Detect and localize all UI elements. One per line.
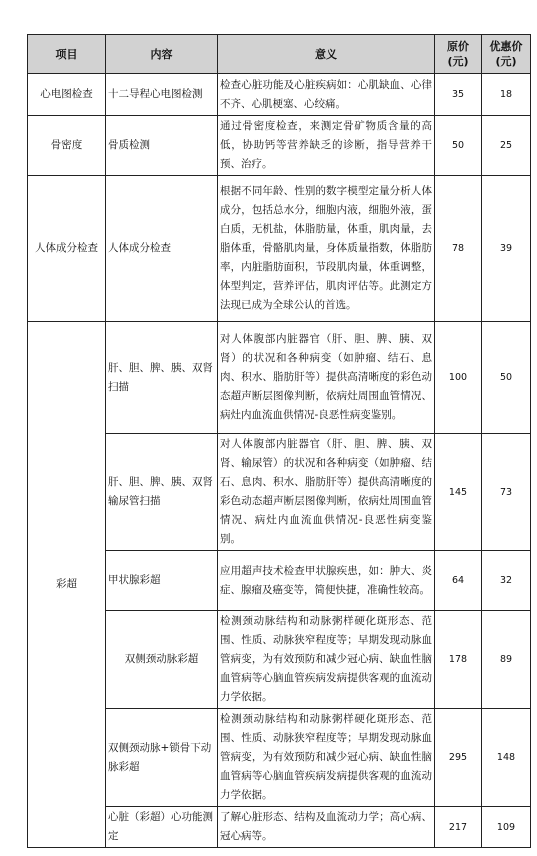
content-cell: 骨质检测 bbox=[106, 116, 218, 176]
table-header-row bbox=[28, 35, 531, 74]
content-cell: 双侧颈动脉+锁骨下动脉彩超 bbox=[106, 709, 218, 807]
original-price-cell: 217 bbox=[435, 807, 482, 848]
discount-price-cell: 32 bbox=[482, 551, 531, 611]
meaning-cell: 应用超声技术检查甲状腺疾患，如：肿大、炎症、腺瘤及癌变等，简便快捷，准确性较高。 bbox=[218, 551, 435, 611]
original-price-cell: 78 bbox=[435, 176, 482, 322]
meaning-cell: 检测颈动脉结构和动脉粥样硬化斑形态、范围、性质、动脉狭窄程度等；早期发现动脉血管病变，为有效预防和减少冠心病、缺血性脑血管病等心脑血管疾病发病提供客观的血流动力学依据。 bbox=[218, 709, 435, 807]
header-item: 项目 bbox=[28, 35, 106, 74]
table-row bbox=[28, 116, 531, 176]
discount-price-cell: 109 bbox=[482, 807, 531, 848]
content-cell: 甲状腺彩超 bbox=[106, 551, 218, 611]
original-price-cell: 50 bbox=[435, 116, 482, 176]
original-price-cell: 178 bbox=[435, 611, 482, 709]
table-row bbox=[28, 176, 531, 322]
content-cell: 肝、胆、脾、胰、双肾扫描 bbox=[106, 322, 218, 434]
table-row bbox=[28, 322, 531, 434]
content-cell: 十二导程心电图检测 bbox=[106, 74, 218, 116]
discount-price-cell: 39 bbox=[482, 176, 531, 322]
discount-price-cell: 89 bbox=[482, 611, 531, 709]
item-cell: 心电图检查 bbox=[28, 74, 106, 116]
original-price-cell: 64 bbox=[435, 551, 482, 611]
meaning-cell: 检查心脏功能及心脏疾病如：心肌缺血、心律不齐、心肌梗塞、心绞痛。 bbox=[218, 74, 435, 116]
meaning-cell: 检测颈动脉结构和动脉粥样硬化斑形态、范围、性质、动脉狭窄程度等；早期发现动脉血管病变，为有效预防和减少冠心病、缺血性脑血管病等心脑血管疾病发病提供客观的血流动力学依据。 bbox=[218, 611, 435, 709]
table-row bbox=[28, 74, 531, 116]
content-cell: 人体成分检查 bbox=[106, 176, 218, 322]
header-meaning: 意义 bbox=[218, 35, 435, 74]
item-cell: 人体成分检查 bbox=[28, 176, 106, 322]
header-discount-price: 优惠价(元) bbox=[482, 35, 531, 74]
meaning-cell: 对人体腹部内脏器官（肝、胆、脾、胰、双肾、输尿管）的状况和各种病变（如肿瘤、结石、息肉、积水、脂肪肝等）提供高清晰度的彩色动态超声断层图像判断，依病灶周围血管情况、病灶内血流血供情况-良恶性病变鉴别。 bbox=[218, 434, 435, 551]
content-cell: 心脏（彩超）心功能测定 bbox=[106, 807, 218, 848]
exam-price-table bbox=[27, 34, 531, 848]
item-cell: 彩超 bbox=[28, 322, 106, 848]
header-content: 内容 bbox=[106, 35, 218, 74]
original-price-cell: 295 bbox=[435, 709, 482, 807]
item-cell: 骨密度 bbox=[28, 116, 106, 176]
header-original-price: 原价(元) bbox=[435, 35, 482, 74]
original-price-cell: 145 bbox=[435, 434, 482, 551]
content-cell: 双侧颈动脉彩超 bbox=[106, 611, 218, 709]
meaning-cell: 了解心脏形态、结构及血流动力学；高心病、冠心病等。 bbox=[218, 807, 435, 848]
meaning-cell: 通过骨密度检查，来测定骨矿物质含量的高低，协助钙等营养缺乏的诊断，指导营养干预、治疗。 bbox=[218, 116, 435, 176]
meaning-cell: 对人体腹部内脏器官（肝、胆、脾、胰、双肾）的状况和各种病变（如肿瘤、结石、息肉、积水、脂肪肝等）提供高清晰度的彩色动态超声断层图像判断，依病灶周围血管情况、病灶内血流血供情况-良恶性病变鉴别。 bbox=[218, 322, 435, 434]
original-price-cell: 100 bbox=[435, 322, 482, 434]
discount-price-cell: 148 bbox=[482, 709, 531, 807]
discount-price-cell: 73 bbox=[482, 434, 531, 551]
discount-price-cell: 25 bbox=[482, 116, 531, 176]
discount-price-cell: 50 bbox=[482, 322, 531, 434]
discount-price-cell: 18 bbox=[482, 74, 531, 116]
content-cell: 肝、胆、脾、胰、双肾输尿管扫描 bbox=[106, 434, 218, 551]
original-price-cell: 35 bbox=[435, 74, 482, 116]
meaning-cell: 根据不同年龄、性别的数字模型定量分析人体成分，包括总水分，细胞内液，细胞外液，蛋白质，无机盐，体脂肪量，体重，肌肉量，去脂体重，骨骼肌肉量，身体质量指数，体脂肪率，内脏脂肪面积，节段肌肉量，体重调整，体型判定，营养评估，肌肉评估等。此测定方法现已成为全球公认的首选。 bbox=[218, 176, 435, 322]
price-table-container bbox=[27, 34, 530, 848]
